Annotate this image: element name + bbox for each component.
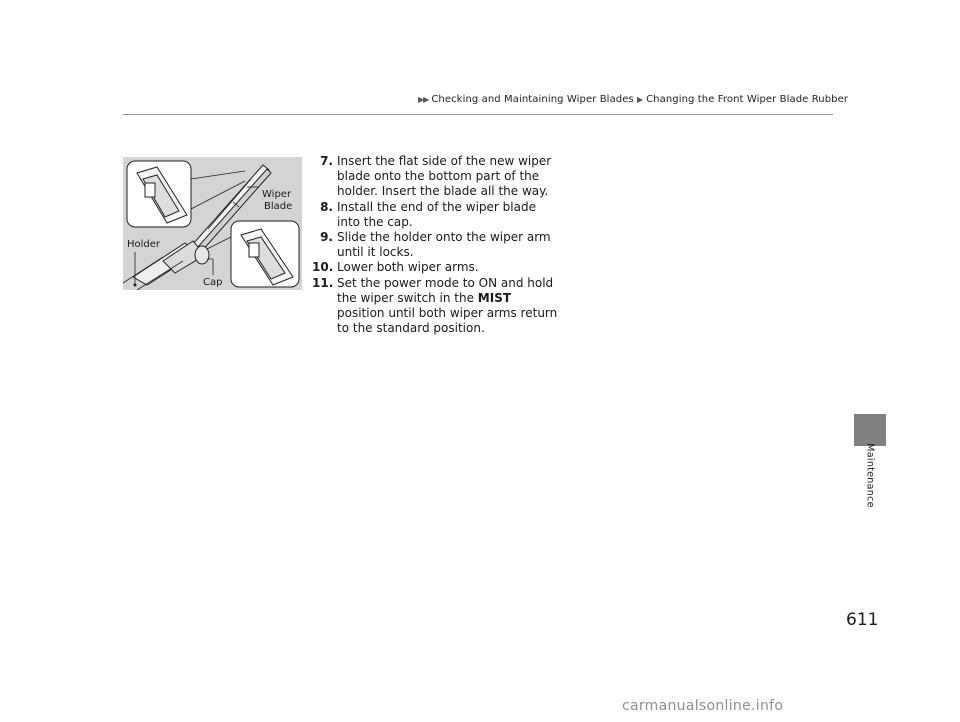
step-text: Lower both wiper arms.: [337, 260, 479, 275]
step-text: Slide the holder onto the wiper arm until it locks.: [337, 230, 551, 260]
blade-label: Blade: [264, 201, 293, 212]
step-text: [337, 276, 562, 337]
step-number: 9.: [320, 230, 333, 245]
step-item: [312, 276, 562, 337]
mist-emphasis: MIST: [477, 290, 512, 305]
wiper-illustration-drawing: [123, 157, 302, 290]
wiper-label: Wiper: [262, 189, 292, 200]
step-item: [312, 230, 562, 260]
double-arrow-icon: ▶▶: [418, 95, 429, 104]
step-number: 10.: [312, 260, 334, 275]
wiper-blade-illustration: [123, 157, 302, 290]
step-number: 8.: [320, 199, 333, 214]
breadcrumb: [418, 94, 848, 105]
step-item: [312, 200, 562, 230]
chapter-tab: [854, 414, 886, 446]
breadcrumb-page: Changing the Front Wiper Blade Rubber: [646, 94, 849, 105]
instruction-steps: [312, 154, 562, 336]
step-number: 11.: [312, 275, 334, 290]
step-number: 7.: [320, 154, 333, 168]
cap-label: Cap: [203, 277, 223, 288]
step-text: Install the end of the wiper blade into the cap.: [337, 199, 536, 229]
step-item: [312, 260, 562, 275]
breadcrumb-section: Checking and Maintaining Wiper Blades: [431, 94, 634, 105]
watermark: carmanualsonline.info: [622, 698, 784, 714]
step-item: [312, 154, 562, 200]
arrow-icon: ▶: [636, 95, 644, 104]
holder-label: Holder: [127, 239, 161, 250]
step-text-after: position until both wiper arms return to the standard position.: [337, 306, 558, 336]
step-text-before: Set the power mode to ON and hold the wiper switch in the: [337, 275, 554, 305]
header-divider: [123, 114, 833, 115]
step-text: Insert the flat side of the new wiper blade onto the bottom part of the holder. Insert the blade all the way.: [337, 154, 552, 199]
chapter-label: Maintenance: [864, 443, 876, 508]
page-number: 611: [846, 610, 879, 630]
